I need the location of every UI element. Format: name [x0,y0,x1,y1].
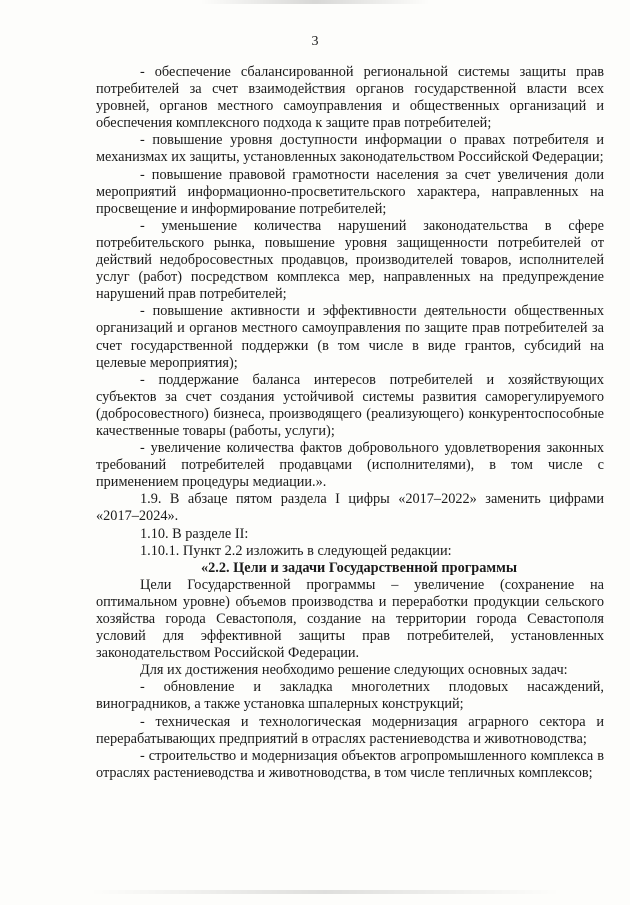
paragraph: Для их достижения необходимо решение следующих основных задач: [140,662,568,679]
paragraph: 1.10. В разделе II: [140,525,249,542]
paragraph: Цели Государственной программы – увеличение (сохранение на оптимальном уровне) объемов производства и переработки продукции сельского хозяйства города Севастополя, создание на территории города Севастополя условий для эффективной защиты прав потребителей, установленных законодательством Российской Федерации. [96,576,604,662]
scan-edge-bottom [90,890,560,894]
paragraph: - техническая и технологическая модернизация аграрного сектора и перерабатывающих предприятий в отраслях растениеводства и животноводства; [96,713,604,747]
paragraph: - строительство и модернизация объектов агропромышленного комплекса в отраслях растениеводства и животноводства, в том числе тепличных комплексов; [96,747,604,781]
paragraph: - увеличение количества фактов добровольного удовлетворения законных требований потребителей продавцами (исполнителями), в том числе с применением процедуры медиации.». [96,440,604,491]
section-heading: «2.2. Цели и задачи Государственной программы [200,559,518,576]
paragraph: - обеспечение сбалансированной региональной системы защиты прав потребителей за счет взаимодействия органов государственной власти всех уровней, органов местного самоуправления и общественных организаций и обеспечения комплексного подхода к защите прав потребителей; [96,64,604,132]
paragraph: - повышение активности и эффективности деятельности общественных организаций и органов местного самоуправления по защите прав потребителей за счет государственной поддержки (в том числе в виде грантов, субсидий на целевые мероприятия); [96,303,604,371]
document-body [96,64,604,782]
paragraph: - повышение правовой грамотности населения за счет увеличения доли мероприятий информационно-просветительского характера, направленных на просвещение и информирование потребителей; [96,166,604,217]
paragraph: 1.10.1. Пункт 2.2 изложить в следующей редакции: [140,542,452,559]
paragraph: 1.9. В абзаце пятом раздела I цифры «2017–2022» заменить цифрами «2017–2024». [96,491,604,525]
paragraph: - уменьшение количества нарушений законодательства в сфере потребительского рынка, повышение уровня защищенности потребителей от действий недобросовестных продавцов, производителей товаров, исполнителей услуг (работ) посредством комплекса мер, направленных на предупреждение нарушений прав потребителей; [96,217,604,303]
paragraph: - обновление и закладка многолетних плодовых насаждений, виноградников, а также установка шпалерных конструкций; [96,679,604,713]
paragraph: - повышение уровня доступности информации о правах потребителя и механизмах их защиты, установленных законодательством Российской Федерации; [96,132,604,166]
scan-edge-top [200,0,430,4]
paragraph: - поддержание баланса интересов потребителей и хозяйствующих субъектов за счет создания устойчивой системы развития саморегулируемого (добросовестного) бизнеса, производящего (реализующего) конкурентоспособные качественные товары (работы, услуги); [96,371,604,439]
page-number: 3 [311,34,319,49]
